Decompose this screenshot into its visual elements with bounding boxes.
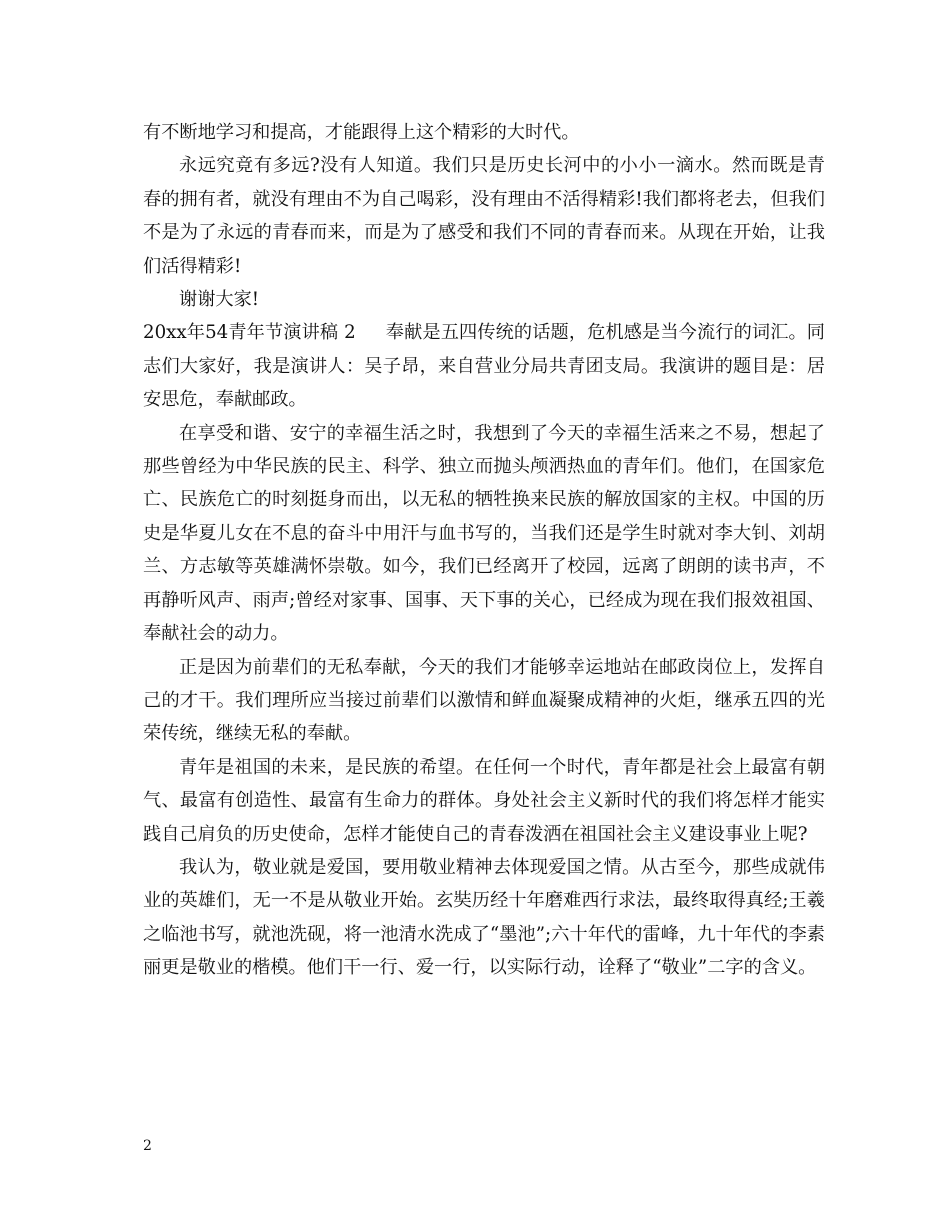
paragraph-predecessors: 正是因为前辈们的无私奉献，今天的我们才能够幸运地站在邮政岗位上，发挥自己的才干。我们理所应当接过前辈们以激情和鲜血凝聚成精神的火炬，继承五四的光荣传统，继续无私的奉献。 xyxy=(143,656,825,745)
paragraph-forever: 永远究竟有多远?没有人知道。我们只是历史长河中的小小一滴水。然而既是青春的拥有者，就没有理由不为自己喝彩，没有理由不活得精彩!我们都将老去，但我们不是为了永远的青春而来，而是为了感受和我们不同的青春而来。从现在开始，让我们活得精彩! xyxy=(143,155,825,277)
document-body xyxy=(143,116,825,985)
page-number: 2 xyxy=(143,1138,152,1154)
section-first-paragraph: 奉献是五四传统的话题，危机感是当今流行的词汇。同志们大家好，我是演讲人：吴子昂，来自营业分局共青团支局。我演讲的题目是：居安思危，奉献邮政。 xyxy=(143,322,825,411)
section-heading-line xyxy=(143,316,825,416)
paragraph-continuation: 有不断地学习和提高，才能跟得上这个精彩的大时代。 xyxy=(143,122,580,143)
paragraph-thanks: 谢谢大家! xyxy=(179,289,260,311)
paragraph-youth: 青年是祖国的未来，是民族的希望。在任何一个时代，青年都是社会上最富有朝气、最富有创造性、最富有生命力的群体。身处社会主义新时代的我们将怎样才能实践自己肩负的历史使命，怎样才能使自己的青春泼洒在祖国社会主义建设事业上呢? xyxy=(143,756,825,845)
section-heading: 20xx年54青年节演讲稿 2 xyxy=(143,322,356,344)
paragraph-dedication: 我认为，敬业就是爱国，要用敬业精神去体现爱国之情。从古至今，那些成就伟业的英雄们，无一不是从敬业开始。玄奘历经十年磨难西行求法，最终取得真经;王羲之临池书写，就池洗砚，将一池清水洗成了“墨池”;六十年代的雷峰，九十年代的李素丽更是敬业的楷模。他们干一行、爱一行，以实际行动，诠释了“敬业”二字的含义。 xyxy=(143,856,825,979)
paragraph-happiness: 在享受和谐、安宁的幸福生活之时，我想到了今天的幸福生活来之不易，想起了那些曾经为中华民族的民主、科学、独立而抛头颅洒热血的青年们。他们，在国家危亡、民族危亡的时刻挺身而出，以无私的牺牲换来民族的解放国家的主权。中国的历史是华夏儿女在不息的奋斗中用汗与血书写的，当我们还是学生时就对李大钊、刘胡兰、方志敏等英雄满怀崇敬。如今，我们已经离开了校园，远离了朗朗的读书声，不再静听风声、雨声;曾经对家事、国事、天下事的关心，已经成为现在我们报效祖国、奉献社会的动力。 xyxy=(143,422,825,645)
